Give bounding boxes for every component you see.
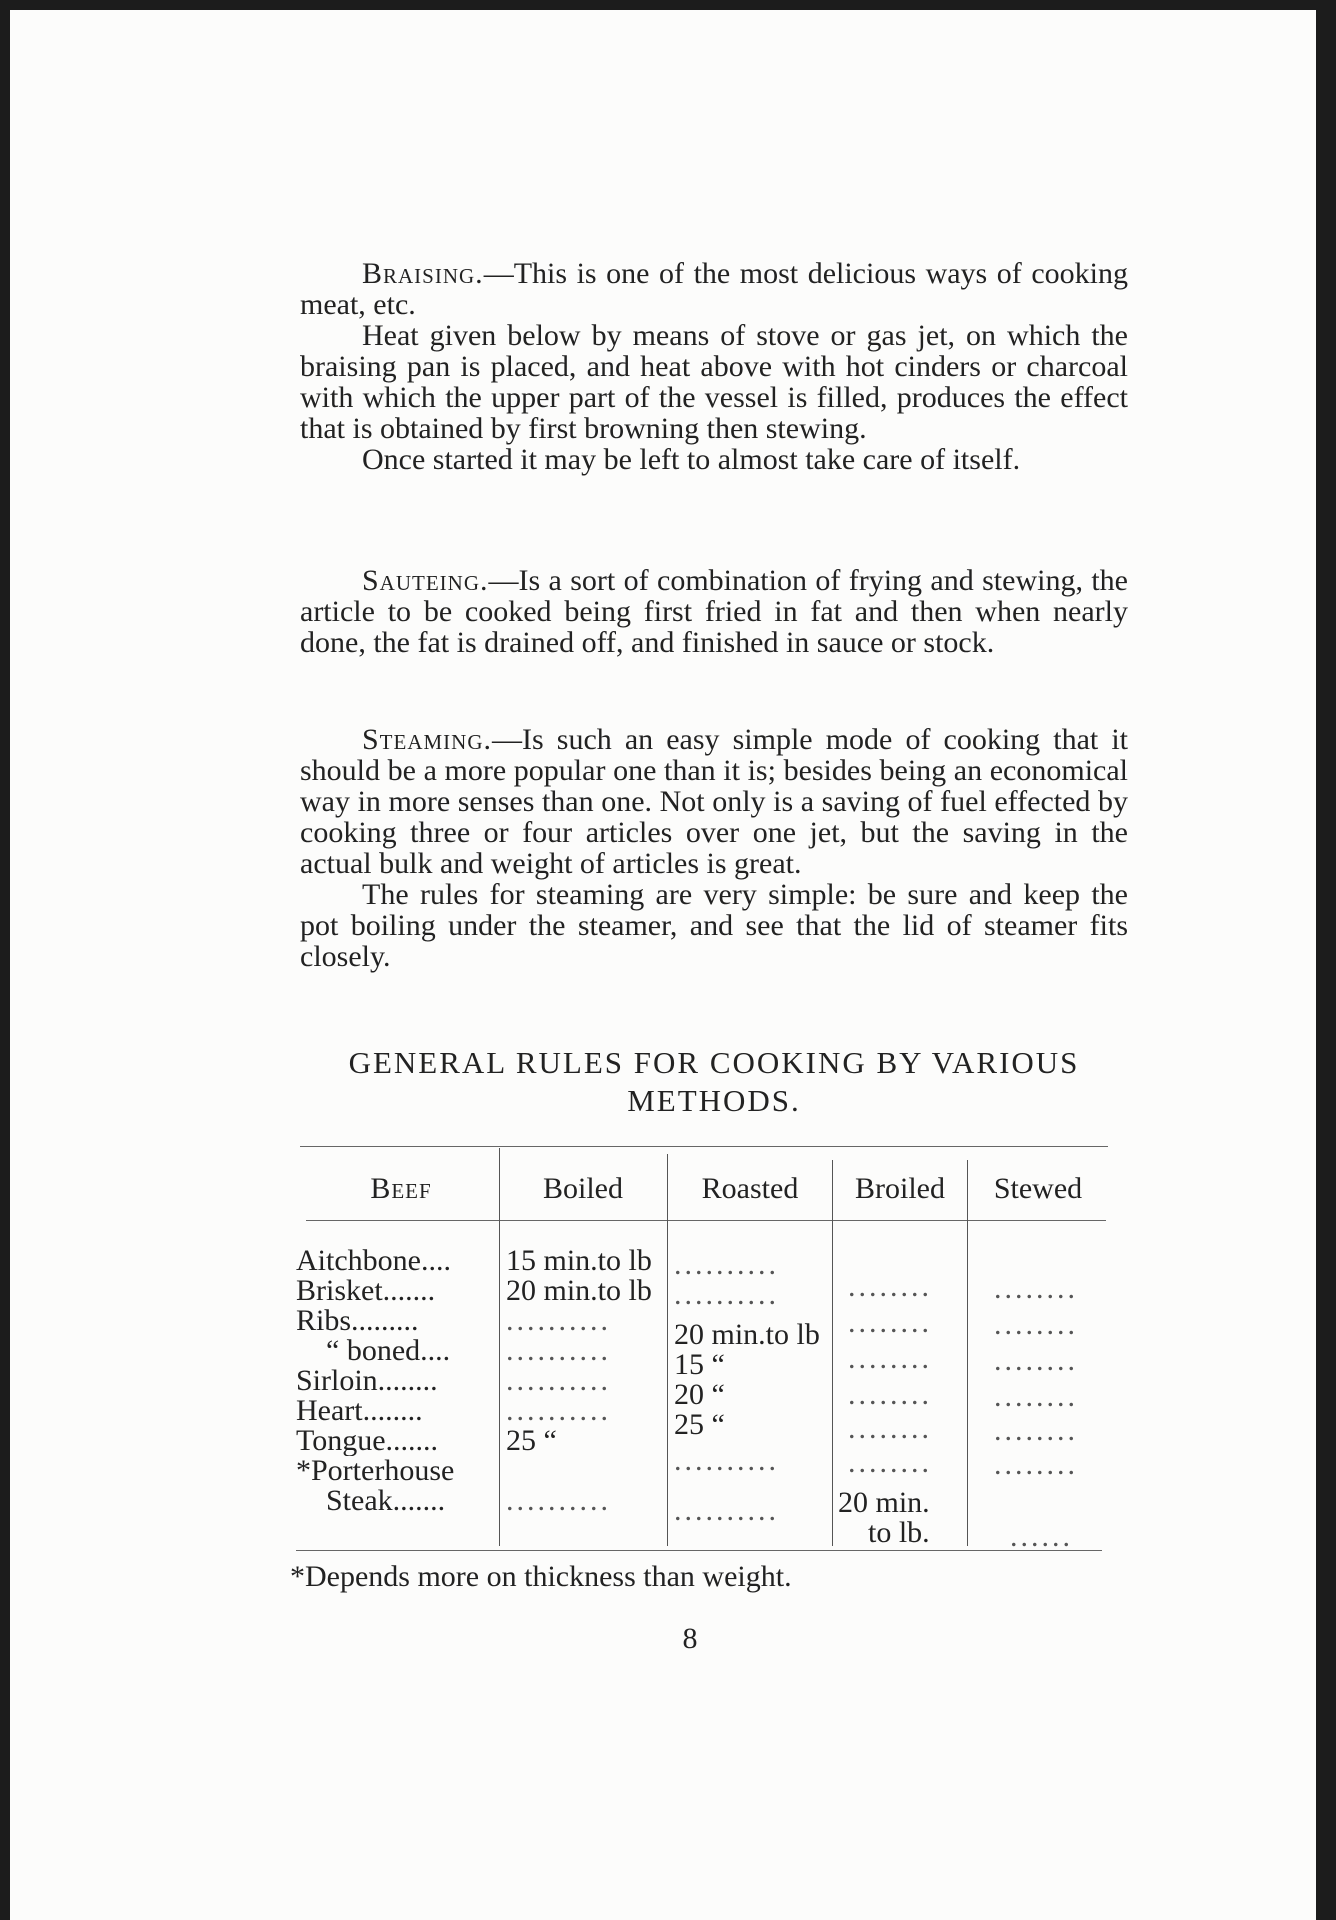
column-divider-1 (499, 1148, 500, 1546)
cell-boiled: 20 min.to lb (506, 1276, 652, 1306)
header-broiled: Broiled (855, 1172, 945, 1205)
row-label-brisket: Brisket....... (296, 1276, 436, 1306)
cell-boiled: .......... (506, 1336, 611, 1366)
braising-section (300, 258, 1128, 475)
cell-broiled-steak-unit: to lb. (868, 1518, 930, 1548)
cell-roasted: .......... (674, 1446, 779, 1476)
table-title (300, 1044, 1128, 1120)
row-label-ribs-boned: “ boned.... (326, 1336, 451, 1366)
document-page (10, 10, 1316, 1920)
cell-roasted: 25 “ (674, 1410, 725, 1440)
header-boiled: Boiled (543, 1172, 623, 1205)
sauteing-paragraph: —Is a sort of combination of frying and stewing, the article to be cooked being first fried in fat and then when nearly done, the fat is drained off, and finished in sauce or stock. (300, 564, 1128, 659)
row-label-aitchbone: Aitchbone.... (296, 1246, 451, 1276)
table-header-rule (306, 1220, 1106, 1221)
steaming-heading: Steaming. (362, 723, 493, 756)
cell-boiled: .......... (506, 1396, 611, 1426)
sauteing-heading: Sauteing. (362, 564, 489, 597)
header-beef: Beef (370, 1172, 432, 1205)
cell-stewed: ........ (994, 1346, 1078, 1376)
braising-intro: —This is one of the most delicious ways of cooking meat, etc. (300, 257, 1128, 321)
row-label-heart: Heart........ (296, 1396, 423, 1426)
row-label-sirloin: Sirloin........ (296, 1366, 438, 1396)
cell-stewed: ........ (994, 1274, 1078, 1304)
cell-broiled: ........ (848, 1272, 932, 1302)
table-title-line-1: GENERAL RULES FOR COOKING BY VARIOUS (348, 1045, 1080, 1080)
footnote: *Depends more on thickness than weight. (290, 1560, 792, 1593)
table-top-rule (300, 1146, 1108, 1147)
braising-paragraph-3: Once started it may be left to almost take care of itself. (362, 443, 1021, 476)
braising-paragraph-2: Heat given below by means of stove or gas jet, on which the braising pan is placed, and heat above with hot cinders or charcoal with which the upper part of the vessel is filled, produces the effect that is obtained by first browning then stewing. (300, 319, 1128, 445)
cell-boiled: 15 min.to lb (506, 1246, 652, 1276)
row-label-porterhouse: *Porterhouse (296, 1456, 455, 1486)
cell-roasted: 20 “ (674, 1380, 725, 1410)
cell-stewed: ...... (1010, 1522, 1073, 1552)
cell-roasted: 15 “ (674, 1350, 725, 1380)
cell-roasted: .......... (674, 1280, 779, 1310)
table-title-line-2: METHODS. (627, 1083, 801, 1118)
header-stewed: Stewed (993, 1172, 1083, 1205)
header-roasted: Roasted (701, 1172, 799, 1205)
cell-broiled-steak: 20 min. (838, 1488, 930, 1518)
cell-stewed: ........ (994, 1416, 1078, 1446)
cell-boiled: .......... (506, 1306, 611, 1336)
column-divider-2 (667, 1154, 668, 1546)
cell-stewed: ........ (994, 1310, 1078, 1340)
cell-broiled: ........ (848, 1414, 932, 1444)
steaming-paragraph-2: The rules for steaming are very simple: be sure and keep the pot boiling under the steamer, and see that the lid of steamer fits closely. (300, 878, 1128, 973)
cell-boiled: .......... (506, 1366, 611, 1396)
cell-broiled: ........ (848, 1448, 932, 1478)
row-label-steak: Steak....... (326, 1486, 446, 1516)
cell-broiled: ........ (848, 1308, 932, 1338)
cell-broiled: ........ (848, 1380, 932, 1410)
cell-stewed: ........ (994, 1382, 1078, 1412)
sauteing-section (300, 565, 1128, 658)
steaming-section (300, 724, 1128, 972)
table-bottom-rule (296, 1550, 1102, 1551)
cell-stewed: ........ (994, 1450, 1078, 1480)
cell-broiled: ........ (848, 1344, 932, 1374)
cell-boiled: 25 “ (506, 1426, 557, 1456)
steaming-paragraph-1: —Is such an easy simple mode of cooking that it should be a more popular one than it is; besides being an economical way in more senses than one. Not only is a saving of fuel effected by cooking three or four articles over one jet, but the saving in the actual bulk and weight of articles is great. (300, 723, 1128, 880)
cell-roasted: .......... (674, 1496, 779, 1526)
cell-boiled: .......... (506, 1486, 611, 1516)
row-label-tongue: Tongue....... (296, 1426, 439, 1456)
cell-roasted: .......... (674, 1250, 779, 1280)
row-label-ribs: Ribs......... (296, 1306, 419, 1336)
braising-heading: Braising. (362, 257, 484, 290)
column-divider-4 (967, 1160, 968, 1546)
column-divider-3 (832, 1160, 833, 1546)
page-number: 8 (682, 1622, 698, 1655)
cell-roasted: 20 min.to lb (674, 1320, 820, 1350)
